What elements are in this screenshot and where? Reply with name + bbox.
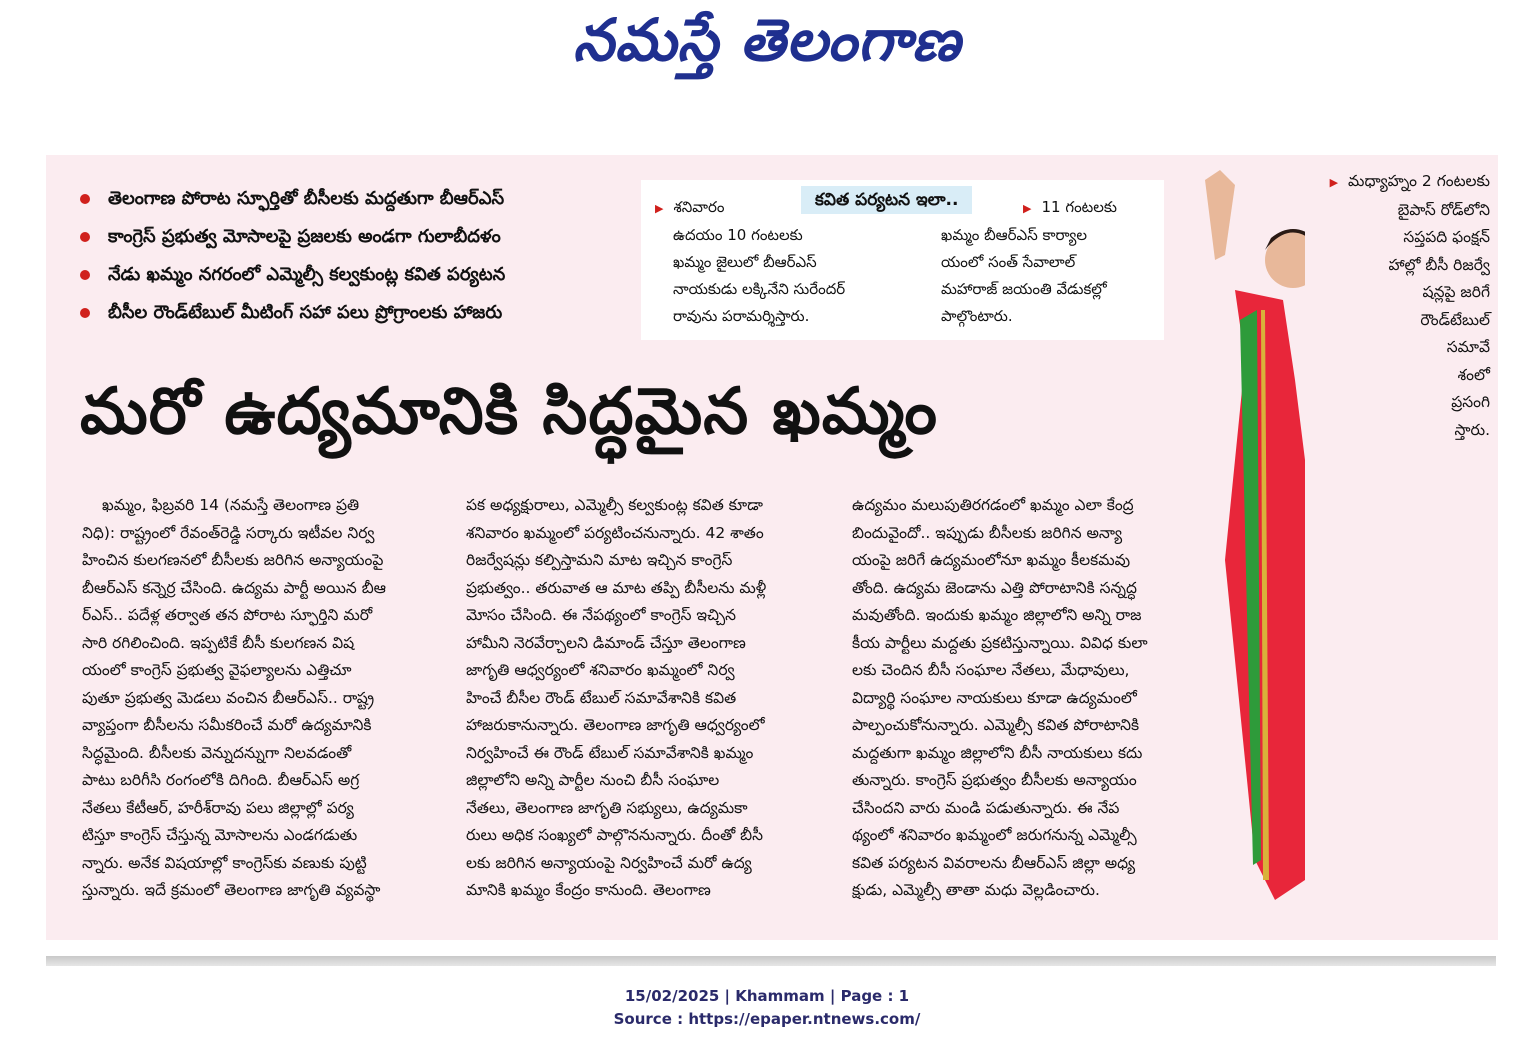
bullet-dot-icon [80, 270, 90, 280]
schedule-left-line: ఖమ్మం జైలులో బీఆర్‌ఎస్‌ [673, 253, 817, 271]
caption-line: శంలో [1457, 365, 1490, 384]
schedule-title: కవిత పర్యటన ఇలా.. [801, 186, 972, 214]
schedule-left-line: రావును పరామర్శిస్తారు. [673, 307, 810, 325]
caption-line: సప్తపది ఫంక్షన్‌ [1403, 228, 1490, 246]
article-line: తున్నారు. కాంగ్రెస్‌ ప్రభుత్వం బీసీలకు అన్యాయం [852, 771, 1137, 789]
article-line: లకు చెందిన బీసీ సంఘాల నేతలు, మేధావులు, [852, 661, 1130, 679]
article-line: పాటు బరిగీసి రంగంలోకి దిగింది. బీఆర్‌ఎస్‌ అగ్ర [82, 771, 360, 789]
article-line: మద్దతుగా ఖమ్మం జిల్లాలోని బీసీ నాయకులు కదు [852, 743, 1143, 762]
schedule-left-heading: శనివారం [673, 198, 725, 216]
bullet-item [80, 218, 640, 256]
article-line: నిధి): రాష్ట్రంలో రేవంత్‌రెడ్డి సర్కారు ఇటీవల నిర్వ [82, 523, 375, 542]
schedule-right-line: పాల్గొంటారు. [941, 307, 1013, 325]
article-line: సిద్ధమైంది. బీసీలకు వెన్నుదన్నుగా నిలవడంతో [82, 743, 352, 762]
schedule-right-line: యంలో సంత్‌ సేవాలాల్‌ [941, 253, 1076, 271]
article-line: పుతూ ప్రభుత్వ మెడలు వంచిన బీఆర్‌ఎస్‌.. రాష్ట్ర [82, 688, 375, 707]
caption-line: ప్రసంగి [1451, 393, 1490, 411]
caption-line: షన్లపై జరిగే [1422, 283, 1490, 301]
triangle-bullet-icon: ▶ [1023, 202, 1032, 215]
schedule-right-heading: 11 గంటలకు [1041, 198, 1117, 216]
caption-line: స్తారు. [1454, 420, 1490, 439]
article-line: సారి రగిలించింది. ఇప్పటికే బీసీ కులగణన విష [82, 633, 355, 652]
article-line: రిజర్వేషన్లు కల్పిస్తామని మాట ఇచ్చిన కాంగ్రెస్‌ [466, 551, 733, 569]
page-footer [0, 985, 1534, 1031]
article-line: మానికి ఖమ్మం కేంద్రం కానుంది. తెలంగాణ [466, 881, 711, 899]
article-column-3 [852, 492, 1212, 905]
schedule-right-line: ఖమ్మం బీఆర్‌ఎస్‌ కార్యాల [941, 226, 1088, 244]
bullet-item [80, 180, 640, 218]
article-line: శనివారం ఖమ్మంలో పర్యటించనున్నారు. 42 శాతం [466, 523, 764, 542]
article-line: నిర్వహించే ఈ రౌండ్‌ టేబుల్‌ సమావేశానికి ఖమ్మం [466, 743, 754, 762]
article-line: టిస్తూ కాంగ్రెస్‌ చేస్తున్న మోసాలను ఎండగడుతు [82, 826, 358, 844]
article-line: పక అధ్యక్షురాలు, ఎమ్మెల్సీ కల్వకుంట్ల కవిత కూడా [466, 496, 763, 514]
article-line: నేతలు, తెలంగాణ జాగృతి సభ్యులు, ఉద్యమకా [466, 798, 748, 817]
headline: మరో ఉద్యమానికి సిద్ధమైన ఖమ్మం [80, 375, 938, 449]
article-line: హించిన కులగణనలో బీసీలకు జరిగిన అన్యాయంపై [82, 551, 384, 569]
bullet-dot-icon [80, 308, 90, 318]
schedule-right-column [923, 194, 1117, 330]
caption-line: హాల్లో బీసీ రిజర్వే [1388, 255, 1490, 274]
article-line: జిల్లాలోని అన్ని పార్టీల నుంచి బీసీ సంఘాల [466, 771, 720, 789]
article-line: తోంది. ఉద్యమ జెండాను ఎత్తి పోరాటానికి సన్నద్ధ [852, 578, 1137, 597]
caption-line: మధ్యాహ్నం 2 గంటలకు [1348, 172, 1490, 190]
schedule-right-line: మహారాజ్‌ జయంతి వేడుకల్లో [941, 280, 1107, 298]
bullet-text: బీసీల రౌండ్‌టేబుల్‌ మీటింగ్‌ సహా పలు ప్రోగ్రాంలకు హాజరు [108, 302, 503, 323]
article-line: పాల్పంచుకోనున్నారు. ఎమ్మెల్సీ కవిత పోరాటానికి [852, 716, 1140, 734]
article-line: న్నారు. అనేక విషయాల్లో కాంగ్రెస్‌కు వణుకు పుట్టి [82, 853, 367, 872]
article-line: హాజరుకానున్నారు. తెలంగాణ జాగృతి ఆధ్వర్యంలో [466, 716, 765, 734]
article-line: ర్‌ఎస్‌.. పదేళ్ల తర్వాత తన పోరాట స్ఫూర్తిని మరో [82, 606, 373, 624]
article-line: కీయ పార్టీలు మద్దతు ప్రకటిస్తున్నాయి. వివిధ కులా [852, 633, 1148, 652]
article-line: యంపై జరిగే ఉద్యమంలోనూ ఖమ్మం కీలకమవు [852, 551, 1131, 569]
bullet-item [80, 256, 640, 294]
article-line: స్తున్నారు. ఇదే క్రమంలో తెలంగాణ జాగృతి వ్యవస్థా [82, 881, 381, 899]
masthead: నమస్తే తెలంగాణ [573, 6, 961, 74]
photo-caption [1290, 168, 1490, 444]
article-line: మవుతోంది. ఇందుకు ఖమ్మం జిల్లాలోని అన్ని రాజ [852, 606, 1142, 624]
article-line: ప్రభుత్వం.. తరువాత ఆ మాట తప్పి బీసీలను మళ్లీ [466, 578, 767, 597]
article-line: లకు జరిగిన అన్యాయంపై నిర్వహించే మరో ఉద్య [466, 853, 752, 872]
schedule-left-column [655, 194, 845, 330]
page-divider [46, 956, 1496, 966]
article-column-2 [466, 492, 826, 905]
article-line: బిందువైందో.. ఇప్పుడు బీసీలకు జరిగిన అన్యా [852, 523, 1123, 542]
article-line: చేసిందని వారు మండి పడుతున్నారు. ఈ నేప [852, 798, 1120, 817]
bullet-item [80, 294, 640, 332]
caption-line: బైపాస్‌ రోడ్‌లోని [1397, 200, 1490, 219]
article-line: బీఆర్‌ఎస్‌ కన్నెర్ర చేసింది. ఉద్యమ పార్టీ అయిన బీఆ [82, 578, 387, 597]
footer-source-line: Source : https://epaper.ntnews.com/ [613, 1010, 921, 1028]
caption-line: సమావే [1446, 338, 1490, 356]
triangle-bullet-icon: ▶ [1329, 176, 1339, 189]
article-line: ఖమ్మం, ఫిబ్రవరి 14 (నమస్తే తెలంగాణ ప్రతి [102, 496, 360, 514]
bullet-list [80, 180, 640, 332]
article-line: హించే బీసీల రౌండ్‌ టేబుల్‌ సమావేశానికి కవిత [466, 688, 737, 707]
article-line: విద్యార్థి సంఘాల నాయకులు కూడా ఉద్యమంలో [852, 688, 1137, 707]
article-line: నేతలు కేటీఆర్‌, హరీశ్‌రావు పలు జిల్లాల్లో పర్య [82, 798, 354, 817]
bullet-text: తెలంగాణ పోరాట స్ఫూర్తితో బీసీలకు మద్దతుగా బీఆర్‌ఎస్‌ [108, 188, 505, 209]
article-line: మోసం చేసింది. ఈ నేపథ్యంలో కాంగ్రెస్‌ ఇచ్చిన [466, 606, 737, 624]
article-column-1 [82, 492, 442, 905]
article-line: వ్యాప్తంగా బీసీలను సమీకరించే మరో ఉద్యమానికి [82, 716, 372, 734]
article-line: కవిత పర్యటన వివరాలను బీఆర్‌ఎస్‌ జిల్లా అధ్య [852, 853, 1136, 872]
triangle-bullet-icon: ▶ [655, 202, 664, 215]
article-line: యంలో కాంగ్రెస్‌ ప్రభుత్వ వైఫల్యాలను ఎత్తిచూ [82, 661, 352, 679]
schedule-box [641, 180, 1164, 340]
footer-date-line: 15/02/2025 | Khammam | Page : 1 [624, 987, 910, 1005]
article-line: రులు అధిక సంఖ్యలో పాల్గొననున్నారు. దీంతో బీసీ [466, 826, 763, 844]
article-line: జాగృతి ఆధ్వర్యంలో శనివారం ఖమ్మంలో నిర్వ [466, 661, 735, 679]
article-line: క్షుడు, ఎమ్మెల్సీ తాతా మధు వెల్లడించారు. [852, 881, 1100, 899]
caption-line: రౌండ్‌టేబుల్‌ [1420, 310, 1490, 329]
bullet-text: నేడు ఖమ్మం నగరంలో ఎమ్మెల్సీ కల్వకుంట్ల కవిత పర్యటన [108, 264, 506, 285]
bullet-dot-icon [80, 194, 90, 204]
schedule-left-line: ఉదయం 10 గంటలకు [673, 226, 803, 244]
schedule-left-line: నాయకుడు లక్కినేని సురేందర్‌ [673, 280, 846, 298]
article-line: హామీని నెరవేర్చాలని డిమాండ్‌ చేస్తూ తెలంగాణ [466, 633, 746, 652]
bullet-text: కాంగ్రెస్‌ ప్రభుత్వ మోసాలపై ప్రజలకు అండగా గులాబీదళం [108, 226, 501, 247]
bullet-dot-icon [80, 232, 90, 242]
article-line: థ్యంలో శనివారం ఖమ్మంలో జరుగనున్న ఎమ్మెల్సీ [852, 826, 1137, 844]
article-line: ఉద్యమం మలుపుతిరగడంలో ఖమ్మం ఎలా కేంద్ర [852, 496, 1134, 514]
